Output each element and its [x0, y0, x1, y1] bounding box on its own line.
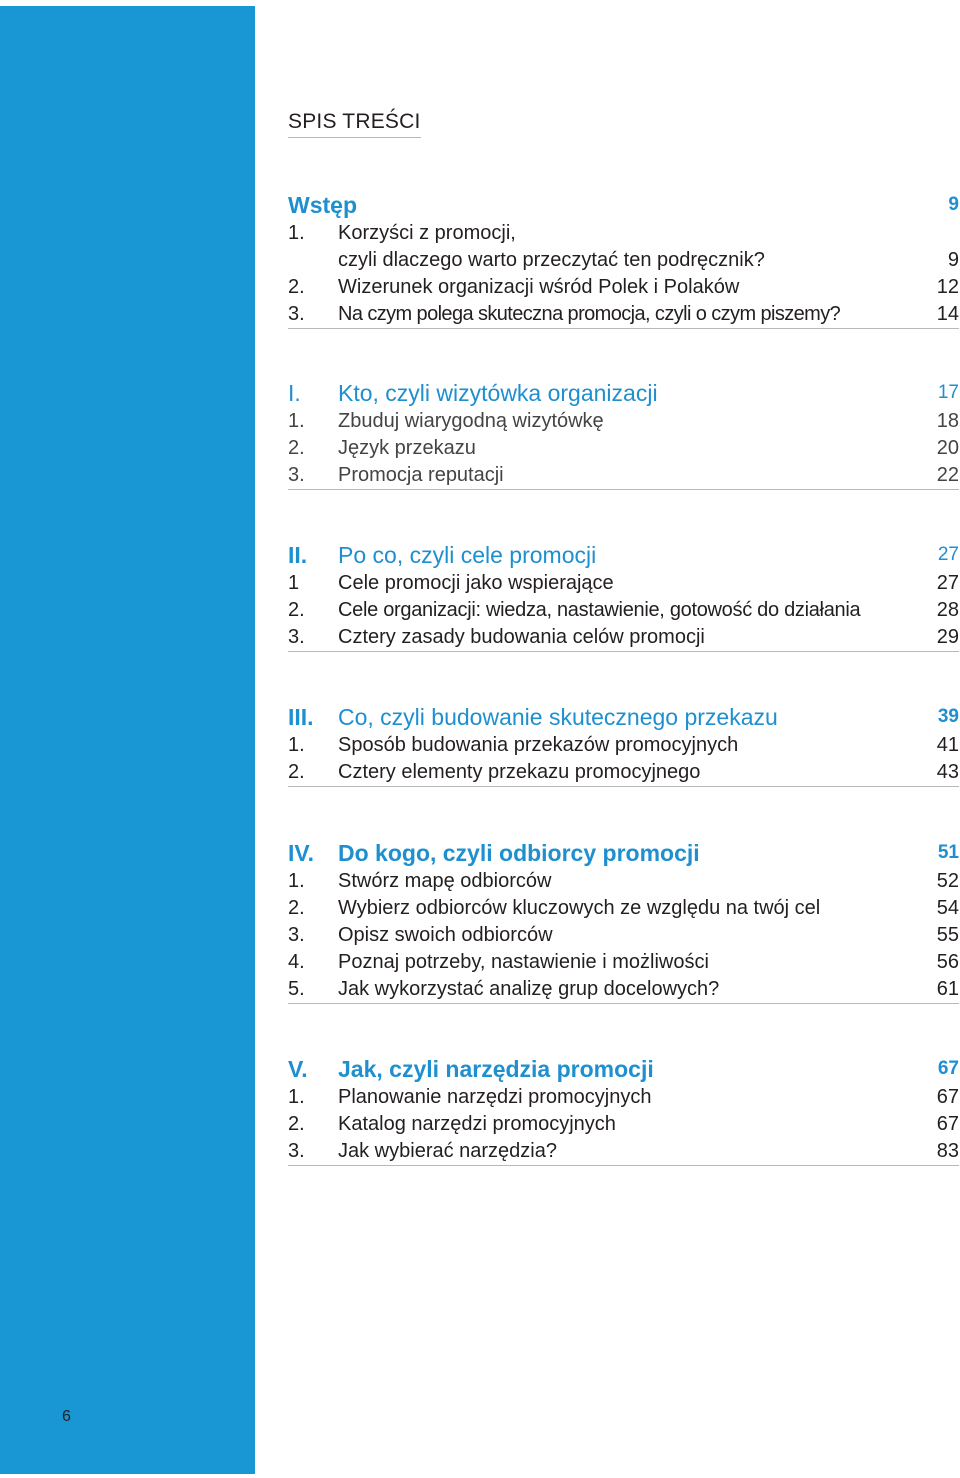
- entry-page: 56: [936, 951, 959, 973]
- toc-title: SPIS TREŚCI: [288, 110, 421, 138]
- section-title: Jak, czyli narzędzia promocji: [338, 1056, 654, 1082]
- section-title: Do kogo, czyli odbiorcy promocji: [338, 840, 700, 866]
- entry-page: 67: [936, 1113, 959, 1135]
- entry-page: 9: [947, 249, 959, 271]
- entry-title: Wybierz odbiorców kluczowych ze względu na twój cel: [338, 897, 821, 919]
- section-number: IV.: [288, 840, 315, 866]
- toc-entry[interactable]: [288, 759, 959, 787]
- entry-title: Język przekazu: [338, 437, 476, 459]
- section-page: 39: [937, 706, 959, 727]
- toc-entry[interactable]: [288, 895, 959, 922]
- entry-number: 3.: [288, 303, 305, 325]
- toc-entry[interactable]: [288, 462, 959, 490]
- section-title: Po co, czyli cele promocji: [338, 542, 597, 568]
- toc-entry[interactable]: [288, 1084, 959, 1111]
- entry-title: Stwórz mapę odbiorców: [338, 870, 552, 892]
- toc-section-3: [288, 702, 959, 787]
- toc-section-heading[interactable]: [288, 702, 959, 732]
- entry-title: Korzyści z promocji, czyli dlaczego warto przeczytać ten podręcznik?: [338, 222, 765, 271]
- entry-title: Cztery elementy przekazu promocyjnego: [338, 761, 701, 783]
- toc-entry[interactable]: [288, 408, 959, 435]
- entry-title: Cele organizacji: wiedza, nastawienie, gotowość do działania: [338, 599, 861, 621]
- entry-page: 67: [936, 1086, 959, 1108]
- toc-section-1: [288, 378, 959, 490]
- entry-title: Sposób budowania przekazów promocyjnych: [338, 734, 739, 756]
- toc-entry[interactable]: [288, 1111, 959, 1138]
- toc-section-heading[interactable]: [288, 190, 959, 220]
- entry-page: 41: [936, 734, 959, 756]
- entry-number: 1.: [288, 734, 305, 756]
- entry-page: 22: [936, 464, 959, 486]
- toc-entry[interactable]: [288, 220, 959, 274]
- entry-number: 3.: [288, 1140, 305, 1162]
- entry-title: Planowanie narzędzi promocyjnych: [338, 1086, 652, 1108]
- entry-title: Jak wykorzystać analizę grup docelowych?: [338, 978, 720, 1000]
- entry-title: Promocja reputacji: [338, 464, 504, 486]
- entry-title: Zbuduj wiarygodną wizytówkę: [338, 410, 604, 432]
- entry-number: 1.: [288, 410, 305, 432]
- entry-number: 2.: [288, 761, 305, 783]
- entry-title: Jak wybierać narzędzia?: [338, 1140, 557, 1162]
- toc-section-heading[interactable]: [288, 838, 959, 868]
- toc-section-5: [288, 1054, 959, 1166]
- table-of-contents: [288, 110, 959, 1162]
- entry-page: 28: [936, 599, 959, 621]
- section-page: 67: [937, 1058, 959, 1079]
- page-number: 6: [62, 1408, 71, 1425]
- section-page: 51: [937, 842, 959, 863]
- entry-number: 1: [288, 572, 300, 594]
- entry-number: 5.: [288, 978, 305, 1000]
- entry-number: 2.: [288, 599, 305, 621]
- entry-page: 55: [936, 924, 959, 946]
- toc-entry[interactable]: [288, 976, 959, 1004]
- entry-title: Poznaj potrzeby, nastawienie i możliwości: [338, 951, 709, 973]
- toc-section-4: [288, 838, 959, 1004]
- entry-number: 2.: [288, 276, 305, 298]
- section-number: V.: [288, 1056, 308, 1082]
- section-page: 9: [948, 194, 959, 215]
- entry-number: 2.: [288, 437, 305, 459]
- entry-page: 43: [936, 761, 959, 783]
- toc-entry[interactable]: [288, 301, 959, 329]
- entry-page: 29: [936, 626, 959, 648]
- entry-page: 27: [936, 572, 959, 594]
- toc-section-heading[interactable]: [288, 378, 959, 408]
- entry-title: Wizerunek organizacji wśród Polek i Polaków: [338, 276, 740, 298]
- entry-page: 83: [936, 1140, 959, 1162]
- toc-entry[interactable]: [288, 732, 959, 759]
- entry-page: 14: [936, 303, 959, 325]
- entry-page: 20: [936, 437, 959, 459]
- section-title: Kto, czyli wizytówka organizacji: [338, 380, 658, 406]
- entry-title: Cztery zasady budowania celów promocji: [338, 626, 705, 648]
- toc-section-heading[interactable]: [288, 540, 959, 570]
- sidebar-band: [0, 6, 255, 1474]
- toc-entry[interactable]: [288, 435, 959, 462]
- toc-section-2: [288, 540, 959, 652]
- entry-page: 18: [936, 410, 959, 432]
- toc-section-intro: [288, 190, 959, 329]
- toc-entry[interactable]: [288, 274, 959, 301]
- entry-page: 61: [936, 978, 959, 1000]
- entry-title: Opisz swoich odbiorców: [338, 924, 553, 946]
- section-title: Co, czyli budowanie skutecznego przekazu: [338, 704, 778, 730]
- entry-number: 1.: [288, 222, 305, 244]
- section-number: I.: [288, 380, 301, 406]
- entry-number: 3.: [288, 464, 305, 486]
- entry-number: 3.: [288, 626, 305, 648]
- entry-number: 2.: [288, 897, 305, 919]
- section-page: 27: [937, 544, 959, 565]
- entry-title: Cele promocji jako wspierające: [338, 572, 614, 594]
- toc-section-heading[interactable]: [288, 1054, 959, 1084]
- entry-page: 52: [936, 870, 959, 892]
- entry-number: 4.: [288, 951, 305, 973]
- toc-entry[interactable]: [288, 570, 959, 597]
- section-page: 17: [937, 382, 959, 403]
- entry-number: 1.: [288, 870, 305, 892]
- toc-entry[interactable]: [288, 624, 959, 652]
- entry-number: 3.: [288, 924, 305, 946]
- entry-page: 12: [936, 276, 959, 298]
- entry-number: 1.: [288, 1086, 305, 1108]
- toc-entry[interactable]: [288, 949, 959, 976]
- section-number: III.: [288, 704, 314, 730]
- entry-page: 54: [936, 897, 959, 919]
- entry-title: Katalog narzędzi promocyjnych: [338, 1113, 616, 1135]
- section-number: II.: [288, 542, 308, 568]
- entry-title: Na czym polega skuteczna promocja, czyli o czym piszemy?: [338, 303, 841, 325]
- toc-entry[interactable]: [288, 1138, 959, 1166]
- toc-entry[interactable]: [288, 922, 959, 949]
- entry-number: 2.: [288, 1113, 305, 1135]
- toc-entry[interactable]: [288, 868, 959, 895]
- section-title: Wstęp: [288, 192, 357, 218]
- toc-entry[interactable]: [288, 597, 959, 624]
